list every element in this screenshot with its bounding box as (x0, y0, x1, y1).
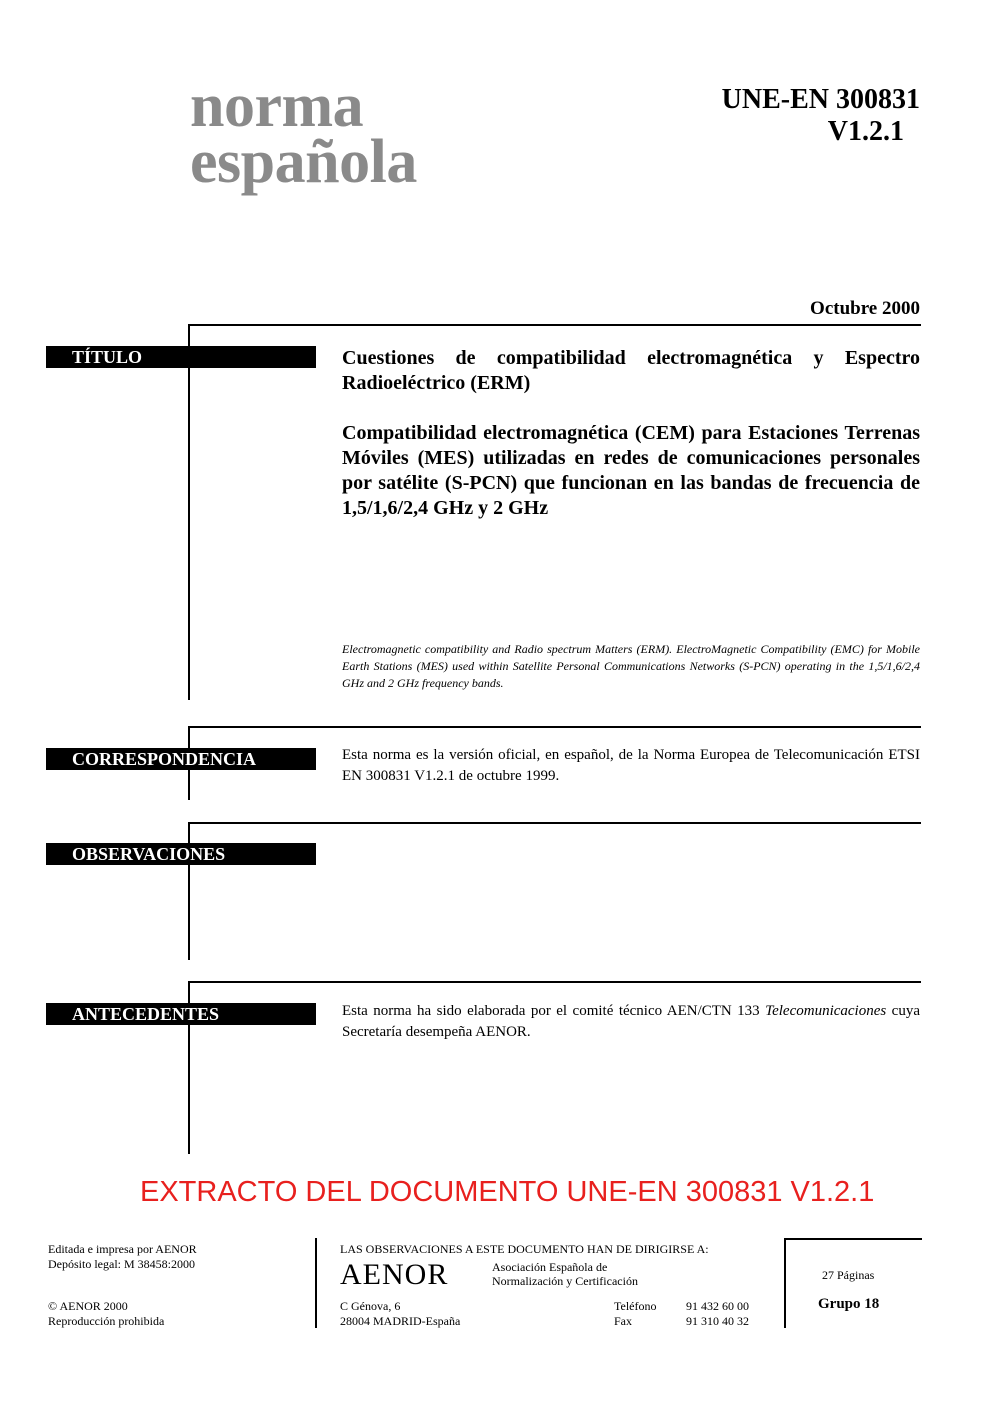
footer-group: Grupo 18 (818, 1296, 880, 1312)
footer-address-1: C Génova, 6 (340, 1299, 401, 1313)
brand-line-2: española (190, 128, 417, 196)
title-en: Electromagnetic compatibility and Radio spectrum Matters (ERM). ElectroMagnetic Compatibility (EMC) for Mobile Earth Stations (MES) used within Satellite Personal Communications Networks (S-PCN) operating in the 1,5/1,6/2,4 GHz and 2 GHz frequency bands. (342, 642, 920, 690)
aenor-full-name (492, 1260, 638, 1288)
footer-pages: 27 Páginas (822, 1268, 875, 1282)
title-es-1: Cuestiones de compatibilidad electromagnética y Espectro Radioeléctrico (ERM) (342, 347, 920, 394)
standard-code-version: V1.2.1 (827, 116, 904, 147)
antecedentes-text-1: Esta norma ha sido elaborada por el comité técnico AEN/CTN 133 (342, 1003, 766, 1019)
publication-date: Octubre 2000 (810, 298, 920, 319)
standard-code-number: UNE-EN 300831 (721, 84, 920, 115)
divider-titulo (188, 324, 921, 326)
footer-copyright: © AENOR 2000 (48, 1299, 128, 1313)
section-label-observaciones: OBSERVACIONES (46, 843, 316, 865)
footer-fax-label: Fax (614, 1314, 632, 1328)
aenor-name-line-1: Asociación Española de (492, 1260, 608, 1274)
section-label-titulo: TÍTULO (46, 346, 316, 368)
footer-address-2: 28004 MADRID-España (340, 1314, 461, 1328)
divider-correspondencia (188, 726, 921, 728)
footer-deposit: Depósito legal: M 38458:2000 (48, 1257, 195, 1271)
footer-box-top (784, 1238, 922, 1240)
footer-divider-left (315, 1238, 317, 1328)
footer-phone-label: Teléfono (614, 1299, 657, 1313)
vertical-rule-titulo (188, 324, 190, 700)
antecedentes-committee-name: Telecomunicaciones (765, 1003, 887, 1019)
divider-antecedentes (188, 981, 921, 983)
section-label-antecedentes: ANTECEDENTES (46, 1003, 316, 1025)
footer-divider-right (784, 1238, 786, 1328)
footer-reproduction: Reproducción prohibida (48, 1314, 165, 1328)
brand-title (190, 72, 417, 196)
footer-observations-heading: LAS OBSERVACIONES A ESTE DOCUMENTO HAN DE DIRIGIRSE A: (340, 1242, 709, 1256)
divider-observaciones (188, 822, 921, 824)
correspondencia-text: Esta norma es la versión oficial, en español, de la Norma Europea de Telecomunicación ETSI EN 300831 V1.2.1 de octubre 1999. (342, 747, 920, 784)
footer-phone-value: 91 432 60 00 (686, 1299, 749, 1313)
standard-code (722, 84, 920, 148)
footer-edited: Editada e impresa por AENOR (48, 1242, 197, 1256)
title-block (342, 346, 920, 546)
title-es-2: Compatibilidad electromagnética (CEM) para Estaciones Terrenas Móviles (MES) utilizadas en redes de comunicaciones personales por satélite (S-PCN) que funcionan en las bandas de frecuencia de 1,5/1,6/2,4 GHz y 2 GHz (342, 422, 920, 519)
footer-fax-value: 91 310 40 32 (686, 1314, 749, 1328)
aenor-name-line-2: Normalización y Certificación (492, 1274, 638, 1288)
brand-line-1: norma (190, 72, 364, 140)
extract-notice: EXTRACTO DEL DOCUMENTO UNE-EN 300831 V1.2.1 (140, 1176, 875, 1208)
antecedentes-text-2: cuya Secretaría desempeña AENOR. (342, 1003, 920, 1040)
aenor-logo: AENOR (340, 1258, 449, 1291)
antecedentes-text (342, 1001, 920, 1043)
section-label-correspondencia: CORRESPONDENCIA (46, 748, 316, 770)
